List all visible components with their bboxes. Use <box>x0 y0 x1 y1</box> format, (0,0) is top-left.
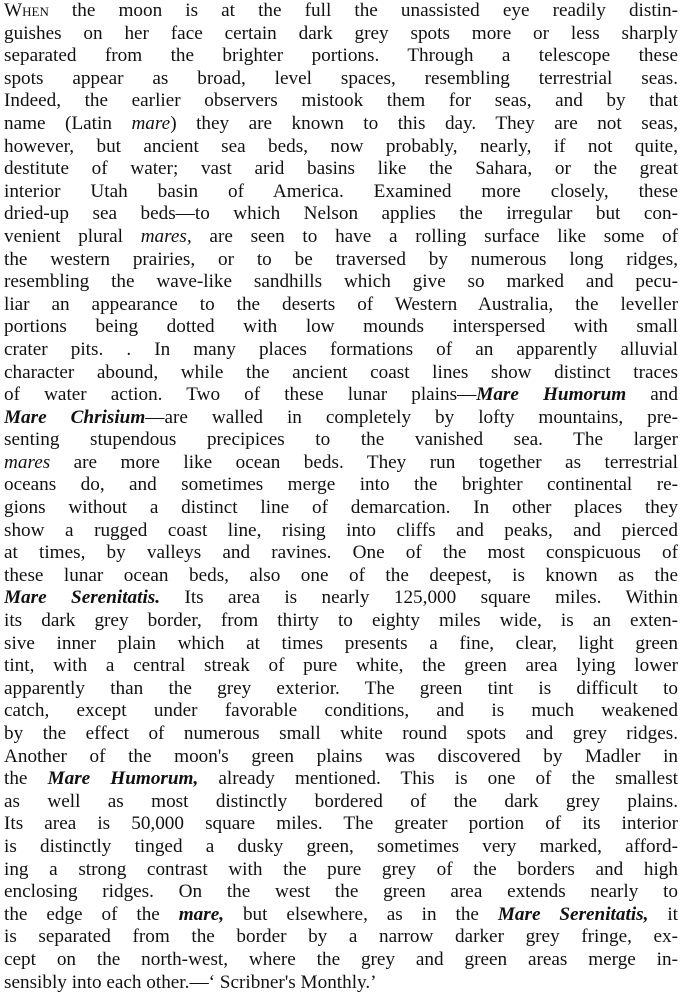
text-segment: mares <box>4 451 51 473</box>
text-line <box>4 836 678 859</box>
text-segment: Mare Serenitatis, <box>497 903 649 925</box>
text-segment: ing a strong contrast with the pure grey of the borders and high <box>4 858 678 880</box>
text-line <box>4 136 678 159</box>
text-line <box>4 203 678 226</box>
text-line <box>4 249 678 272</box>
text-line <box>4 474 678 497</box>
text-segment: Its area is 50,000 square miles. The greater portion of its interior <box>4 813 678 835</box>
text-line <box>4 881 678 904</box>
text-segment: sive inner plain which at times presents a fine, clear, light green <box>4 632 678 654</box>
text-segment: the <box>4 768 48 790</box>
text-segment: the moon is at the full the unassisted eye readily distin- <box>48 0 678 21</box>
text-line <box>4 23 678 46</box>
text-segment: character abound, while the ancient coast lines show distinct traces <box>4 361 678 383</box>
text-line <box>4 452 678 475</box>
text-segment: portions being dotted with low mounds interspersed with small <box>4 316 678 338</box>
text-segment: are seen to have a rolling surface like some of <box>191 225 678 247</box>
text-line <box>4 181 678 204</box>
text-segment: name (Latin <box>4 112 132 134</box>
text-segment: show a rugged coast line, rising into cliffs and peaks, and pierced <box>4 519 678 541</box>
text-line <box>4 362 678 385</box>
text-segment: Indeed, the earlier observers mistook them for seas, and by that <box>4 90 678 112</box>
text-line <box>4 610 678 633</box>
text-line <box>4 90 678 113</box>
text-segment: of water action. Two of these lunar plains— <box>4 384 477 406</box>
text-line <box>4 294 678 317</box>
text-line <box>4 678 678 701</box>
text-segment: gions without a distinct line of demarcation. In other places they <box>4 497 678 519</box>
text-segment: dried-up sea beds—to which Nelson applies the irregular but con- <box>4 203 678 225</box>
text-line <box>4 791 678 814</box>
text-segment: oceans do, and sometimes merge into the brighter continental re- <box>4 474 678 496</box>
text-segment: resembling the wave-like sandhills which give so marked and pecu- <box>4 271 678 293</box>
text-line <box>4 113 678 136</box>
text-line <box>4 520 678 543</box>
text-segment: it <box>648 903 678 925</box>
text-segment: sensibly into each other.—‘ Scribner's Monthly.’ <box>4 971 377 993</box>
text-segment: by the effect of numerous small white round spots and grey ridges. <box>4 723 678 744</box>
text-segment: ) they are known to this day. They are not seas, <box>170 112 678 134</box>
text-segment: as well as most distinctly bordered of the dark grey plains. <box>4 790 678 812</box>
text-line <box>4 271 678 294</box>
text-segment: Mare Serenitatis. <box>4 587 161 609</box>
text-segment: enclosing ridges. On the west the green area extends nearly to <box>4 881 678 903</box>
text-line <box>4 384 678 407</box>
text-segment: catch, except under favorable conditions, and is much weakened <box>4 700 678 722</box>
text-segment: —are walled in completely by lofty mountains, pre- <box>145 406 678 428</box>
text-segment: senting stupendous precipices to the vanished sea. The larger <box>4 429 678 451</box>
text-segment: is distinctly tinged a dusky green, sometimes very marked, afford- <box>4 835 678 857</box>
text-line <box>4 68 678 91</box>
text-segment: the western prairies, or to be traversed by numerous long ridges, <box>4 248 678 270</box>
text-line <box>4 542 678 565</box>
text-segment: cept on the north-west, where the grey and green areas merge in- <box>4 948 678 970</box>
text-segment: but elsewhere, as in the <box>224 903 498 925</box>
text-line <box>4 45 678 68</box>
text-segment: venient plural <box>4 225 141 247</box>
text-segment: its dark grey border, from thirty to eighty miles wide, is an exten- <box>4 610 678 632</box>
text-line <box>4 565 678 588</box>
text-segment: Mare Humorum, <box>47 768 199 790</box>
text-line <box>4 904 678 927</box>
text-line <box>4 949 678 972</box>
text-line <box>4 926 678 949</box>
text-segment: destitute of water; vast arid basins like the Sahara, or the great <box>4 158 678 180</box>
text-line <box>4 768 678 791</box>
text-line <box>4 723 678 746</box>
text-line <box>4 158 678 181</box>
text-segment: however, but ancient sea beds, now probably, nearly, if not quite, <box>4 135 678 157</box>
text-segment: spots appear as broad, level spaces, resembling terrestrial seas. <box>4 67 678 89</box>
text-line <box>4 497 678 520</box>
text-line <box>4 339 678 362</box>
text-line <box>4 813 678 836</box>
article-text-block <box>4 0 678 994</box>
text-segment: interior Utah basin of America. Examined more closely, these <box>4 180 678 202</box>
text-segment: crater pits. . In many places formations of an apparently alluvial <box>4 338 678 360</box>
text-line <box>4 0 678 23</box>
text-segment: tint, with a central streak of pure white, the green area lying lower <box>4 655 678 677</box>
text-segment: When <box>4 0 49 21</box>
text-segment: mares, <box>140 225 192 247</box>
text-segment: these lunar ocean beds, also one of the deepest, is known as the <box>4 564 678 586</box>
text-segment: already mentioned. This is one of the smallest <box>198 768 678 790</box>
text-segment: Its area is nearly 125,000 square miles. Within <box>160 587 678 609</box>
text-segment: Mare Chrisium <box>4 406 146 428</box>
text-line <box>4 746 678 769</box>
text-segment: separated from the brighter portions. Through a telescope these <box>4 45 678 67</box>
text-segment: at times, by valleys and ravines. One of the most conspicuous of <box>4 542 678 564</box>
text-segment: guishes on her face certain dark grey spots more or less sharply <box>4 22 678 44</box>
text-segment: mare <box>131 112 171 134</box>
text-line <box>4 859 678 882</box>
text-line <box>4 700 678 723</box>
text-line <box>4 316 678 339</box>
text-segment: is separated from the border by a narrow darker grey fringe, ex- <box>4 926 678 948</box>
text-line <box>4 972 678 994</box>
text-line <box>4 587 678 610</box>
text-segment: apparently than the grey exterior. The green tint is difficult to <box>4 677 678 699</box>
text-segment: and <box>626 384 678 406</box>
text-line <box>4 429 678 452</box>
text-segment: mare, <box>178 903 225 925</box>
text-segment: Another of the moon's green plains was discovered by Madler in <box>4 745 678 767</box>
text-segment: liar an appearance to the deserts of Western Australia, the leveller <box>4 293 678 315</box>
text-line <box>4 633 678 656</box>
text-line <box>4 407 678 430</box>
text-segment: Mare Humorum <box>476 384 627 406</box>
text-segment: are more like ocean beds. They run together as terrestrial <box>50 451 678 473</box>
text-segment: the edge of the <box>4 903 179 925</box>
text-line <box>4 655 678 678</box>
text-line <box>4 226 678 249</box>
